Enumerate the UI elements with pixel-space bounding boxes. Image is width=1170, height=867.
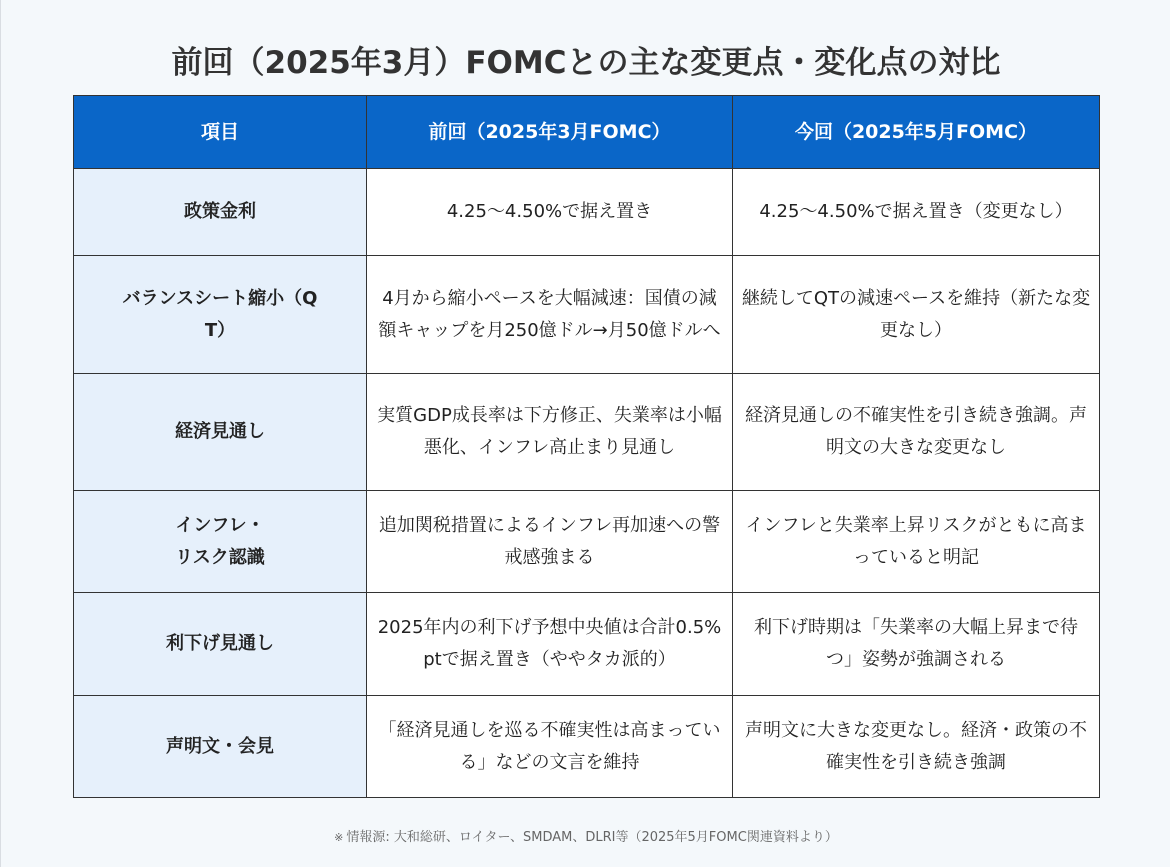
row-previous: 4月から縮小ペースを大幅減速：国債の減額キャップを月250億ドル→月50億ドルへ [367,256,733,374]
row-item [74,491,367,593]
table-row [74,696,1100,798]
table-header-row [74,96,1100,169]
footnote-mark: ※ [334,831,344,844]
row-item-text: インフレ・リスク認識 [175,514,265,568]
page-title: 前回（2025年3月）FOMCとの主な変更点・変化点の対比 [171,44,1001,81]
row-previous: 実質GDP成長率は下方修正、失業率は小幅悪化、インフレ高止まり見通し [367,374,733,491]
row-item [74,256,367,374]
table-row [74,593,1100,696]
row-previous: 4.25〜4.50%で据え置き [367,169,733,256]
row-current: 4.25〜4.50%で据え置き（変更なし） [733,169,1100,256]
row-current: 声明文に大きな変更なし。経済・政策の不確実性を引き続き強調 [733,696,1100,798]
header-previous: 前回（2025年3月FOMC） [367,96,733,169]
row-item: 経済見通し [74,374,367,491]
row-current: 利下げ時期は「失業率の大幅上昇まで待つ」姿勢が強調される [733,593,1100,696]
table-row [74,169,1100,256]
footnote [1,826,1170,845]
table-row [74,374,1100,491]
row-previous: 2025年内の利下げ予想中央値は合計0.5%ptで据え置き（ややタカ派的） [367,593,733,696]
row-item-text: バランスシート縮小（QT） [122,287,318,341]
footnote-text: 情報源: 大和総研、ロイター、SMDAM、DLRI等（2025年5月FOMC関連資料より） [346,830,838,845]
header-item: 項目 [74,96,367,169]
row-previous: 追加関税措置によるインフレ再加速への警戒感強まる [367,491,733,593]
row-previous: 「経済見通しを巡る不確実性は高まっている」などの文言を維持 [367,696,733,798]
row-item: 政策金利 [74,169,367,256]
table-row [74,256,1100,374]
row-current: 経済見通しの不確実性を引き続き強調。声明文の大きな変更なし [733,374,1100,491]
header-current: 今回（2025年5月FOMC） [733,96,1100,169]
comparison-table [73,95,1100,798]
row-current: インフレと失業率上昇リスクがともに高まっていると明記 [733,491,1100,593]
row-item: 声明文・会見 [74,696,367,798]
row-current: 継続してQTの減速ペースを維持（新たな変更なし） [733,256,1100,374]
row-item: 利下げ見通し [74,593,367,696]
table-row [74,491,1100,593]
